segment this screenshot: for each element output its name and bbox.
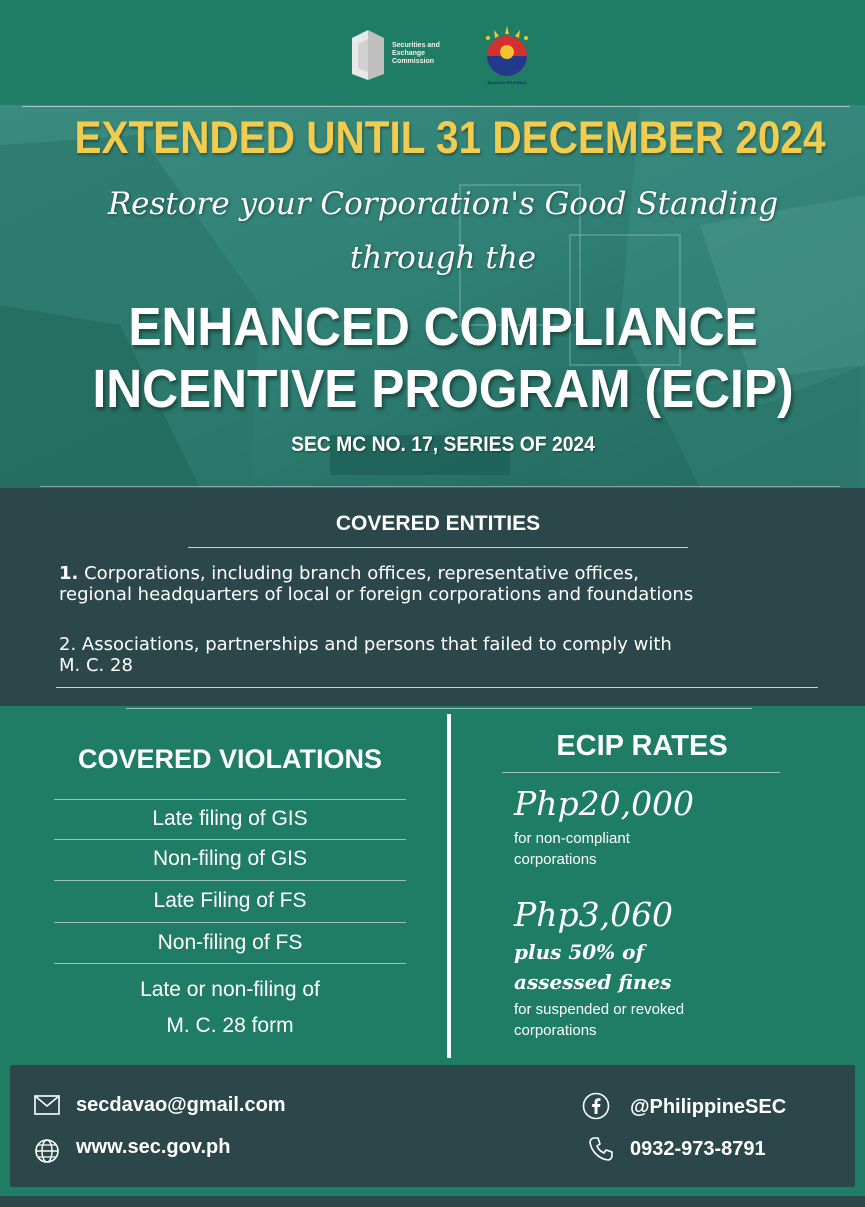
violation-item: Late filing of GIS <box>152 807 308 830</box>
phone-number-link[interactable]: 0932-973-8791 <box>630 1138 766 1160</box>
website-link[interactable]: www.sec.gov.ph <box>76 1136 231 1158</box>
rate-1-note-line: corporations <box>514 851 597 868</box>
violation-divider <box>54 880 406 881</box>
rate-2-note-line: corporations <box>514 1022 597 1039</box>
entity-item-1 <box>59 563 693 605</box>
rate-2-plus-line: plus 50% of <box>514 940 645 964</box>
covered-entities-heading: COVERED ENTITIES <box>335 512 541 535</box>
program-title-line: ENHANCED COMPLIANCE <box>128 297 758 357</box>
bagong-pilipinas-logo <box>472 24 542 88</box>
email-link[interactable]: secdavao@gmail.com <box>76 1094 286 1116</box>
violation-divider <box>54 922 406 923</box>
bagong-pilipinas-text: BAGONG PILIPINAS <box>487 80 527 85</box>
lower-top-divider <box>126 708 752 709</box>
sec-logo-line: Exchange <box>392 50 426 57</box>
rate-2-plus <box>514 937 671 997</box>
sec-logo <box>348 24 458 88</box>
entity-item-2-line2: M. C. 28 <box>59 655 133 676</box>
extended-deadline-headline: EXTENDED UNTIL 31 DECEMBER 2024 <box>74 112 826 163</box>
sec-logo-text <box>392 42 440 66</box>
hero-section <box>0 0 865 488</box>
contact-footer <box>0 1061 865 1207</box>
logo-row <box>0 24 865 88</box>
violation-item-line: M. C. 28 form <box>166 1014 294 1037</box>
entities-heading-underline <box>188 547 688 548</box>
entity-item-1-line2: regional headquarters of local or foreign corporations and foundations <box>59 584 694 605</box>
entities-bottom-divider <box>56 687 818 688</box>
rate-1-amount: Php20,000 <box>514 784 695 823</box>
violation-item: Non-filing of GIS <box>152 847 308 870</box>
top-divider <box>22 106 850 107</box>
entity-item-1-text: Corporations, including branch offices, representative offices, <box>84 563 639 584</box>
rates-heading-underline <box>502 772 780 773</box>
covered-violations-heading: COVERED VIOLATIONS <box>77 744 383 774</box>
violation-item-mc28 <box>54 972 406 1044</box>
entity-item-2 <box>59 634 672 676</box>
entity-item-2-line1: 2. Associations, partnerships and persons that failed to comply with <box>59 634 672 655</box>
program-title <box>35 296 850 420</box>
globe-icon <box>34 1138 60 1164</box>
violation-item: Non-filing of FS <box>157 931 303 954</box>
violation-divider <box>54 963 406 964</box>
hero-bottom-divider <box>40 486 840 487</box>
sec-logo-line: Securities and <box>392 42 440 49</box>
rate-2-amount: Php3,060 <box>514 895 674 934</box>
program-title-line: INCENTIVE PROGRAM (ECIP) <box>92 359 794 419</box>
violation-divider <box>54 839 406 840</box>
violation-item: Late Filing of FS <box>153 889 307 912</box>
contact-box <box>10 1065 855 1187</box>
facebook-icon <box>582 1092 610 1120</box>
building-logo-icon <box>348 24 388 86</box>
entity-item-1-line1 <box>59 563 693 584</box>
bottom-strip <box>0 1196 865 1207</box>
rate-2-plus-line: assessed fines <box>514 970 672 994</box>
sec-logo-line: Commission <box>392 58 435 65</box>
entity-item-1-number: 1. <box>59 563 79 584</box>
envelope-icon <box>34 1095 60 1115</box>
restore-standing-tagline: Restore your Corporation's Good Standing <box>107 186 779 222</box>
facebook-handle-link[interactable]: @PhilippineSEC <box>630 1096 787 1118</box>
through-the-tagline: through the <box>349 240 537 276</box>
memorandum-circular-reference: SEC MC NO. 17, SERIES OF 2024 <box>291 433 595 456</box>
rate-1-note-line: for non-compliant <box>514 830 630 847</box>
covered-entities-section <box>0 488 865 706</box>
ecip-rates-heading: ECIP RATES <box>556 730 728 762</box>
rate-2-note <box>514 999 684 1041</box>
violations-and-rates-section <box>0 706 865 1061</box>
rate-2-note-line: for suspended or revoked <box>514 1001 685 1018</box>
phone-icon <box>588 1136 614 1162</box>
bagong-pilipinas-logo-icon <box>472 24 542 80</box>
rate-1-note <box>514 828 630 870</box>
violation-divider <box>54 799 406 800</box>
violation-item-line: Late or non-filing of <box>140 978 320 1001</box>
